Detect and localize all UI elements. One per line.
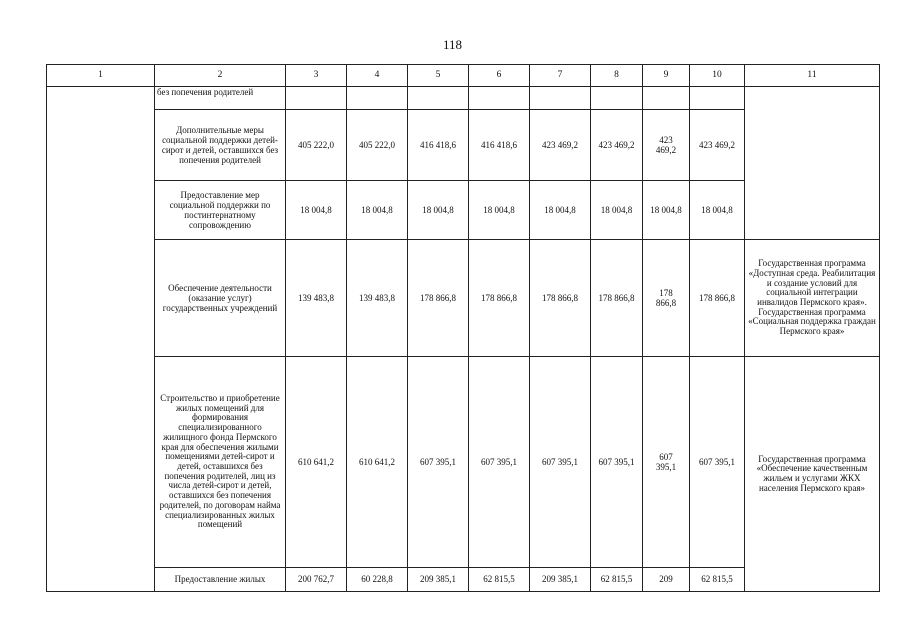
page-number: 118 <box>442 37 463 52</box>
column-header: 2 <box>155 65 286 87</box>
value-cell: 18 004,8 <box>408 181 469 240</box>
value-cell <box>347 87 408 110</box>
value-cell: 62 815,5 <box>591 568 643 592</box>
value-cell: 139 483,8 <box>286 240 347 357</box>
row-name: Дополнительные меры социальной поддержки детей-сирот и детей, оставшихся без попечения родителей <box>155 110 286 181</box>
row-name: Строительство и приобретение жилых помещений для формирования специализированного жилищного фонда Пермского края для обеспечения жилыми помещениями детей-сирот и детей, оставшихся без попечения родителей, лиц из числа детей-сирот и детей, оставшихся без попечения родителей, по договорам найма специализированных жилых помещений <box>155 357 286 568</box>
value-cell: 416 418,6 <box>408 110 469 181</box>
column-header: 3 <box>286 65 347 87</box>
value-cell: 209 <box>643 568 690 592</box>
table-row <box>47 357 880 568</box>
value-cell: 60 228,8 <box>347 568 408 592</box>
table-row <box>47 87 880 110</box>
value-cell: 610 641,2 <box>286 357 347 568</box>
value-cell: 62 815,5 <box>469 568 530 592</box>
column-header: 10 <box>690 65 745 87</box>
column-header: 11 <box>745 65 880 87</box>
value-cell <box>643 87 690 110</box>
row-name: без попечения родителей <box>155 87 286 110</box>
value-cell: 178 866,8 <box>591 240 643 357</box>
column-header: 7 <box>530 65 591 87</box>
row-name: Обеспечение деятельности (оказание услуг) государственных учреждений <box>155 240 286 357</box>
value-cell: 18 004,8 <box>690 181 745 240</box>
value-cell <box>469 87 530 110</box>
row-name: Предоставление жилых <box>155 568 286 592</box>
column-header: 8 <box>591 65 643 87</box>
value-cell: 209 385,1 <box>530 568 591 592</box>
value-cell: 18 004,8 <box>286 181 347 240</box>
value-cell: 62 815,5 <box>690 568 745 592</box>
value-cell <box>591 87 643 110</box>
table-row <box>47 240 880 357</box>
value-cell: 18 004,8 <box>469 181 530 240</box>
program-cell <box>745 87 880 240</box>
value-cell <box>530 87 591 110</box>
value-cell: 178 866,8 <box>690 240 745 357</box>
column-header: 4 <box>347 65 408 87</box>
value-cell: 423 469,2 <box>530 110 591 181</box>
value-cell: 607 395,1 <box>643 357 690 568</box>
value-cell: 423 469,2 <box>591 110 643 181</box>
value-cell <box>286 87 347 110</box>
value-cell: 610 641,2 <box>347 357 408 568</box>
program-cell: Государственная программа «Обеспечение качественным жильем и услугами ЖКХ населения Пермского края» <box>745 357 880 592</box>
value-cell: 607 395,1 <box>690 357 745 568</box>
value-cell: 18 004,8 <box>530 181 591 240</box>
value-cell: 607 395,1 <box>408 357 469 568</box>
value-cell: 178 866,8 <box>530 240 591 357</box>
value-cell: 607 395,1 <box>591 357 643 568</box>
row-name: Предоставление мер социальной поддержки по постинтернатному сопровождению <box>155 181 286 240</box>
value-cell: 200 762,7 <box>286 568 347 592</box>
column-number-row <box>47 65 880 87</box>
column-header: 9 <box>643 65 690 87</box>
value-cell <box>690 87 745 110</box>
column-header: 6 <box>469 65 530 87</box>
value-cell: 607 395,1 <box>530 357 591 568</box>
value-cell: 178 866,8 <box>408 240 469 357</box>
merged-cell-col1 <box>47 87 155 592</box>
value-cell: 178 866,8 <box>469 240 530 357</box>
column-header: 1 <box>47 65 155 87</box>
value-cell: 607 395,1 <box>469 357 530 568</box>
value-cell: 405 222,0 <box>347 110 408 181</box>
budget-table <box>46 64 880 592</box>
value-cell: 18 004,8 <box>347 181 408 240</box>
value-cell: 18 004,8 <box>643 181 690 240</box>
column-header: 5 <box>408 65 469 87</box>
value-cell: 423 469,2 <box>643 110 690 181</box>
program-cell: Государственная программа «Доступная среда. Реабилитация и создание условий для социальной интеграции инвалидов Пермского края». Государственная программа «Социальная поддержка граждан Пермского края» <box>745 240 880 357</box>
value-cell: 423 469,2 <box>690 110 745 181</box>
value-cell: 178 866,8 <box>643 240 690 357</box>
value-cell <box>408 87 469 110</box>
value-cell: 18 004,8 <box>591 181 643 240</box>
value-cell: 139 483,8 <box>347 240 408 357</box>
value-cell: 405 222,0 <box>286 110 347 181</box>
value-cell: 209 385,1 <box>408 568 469 592</box>
value-cell: 416 418,6 <box>469 110 530 181</box>
